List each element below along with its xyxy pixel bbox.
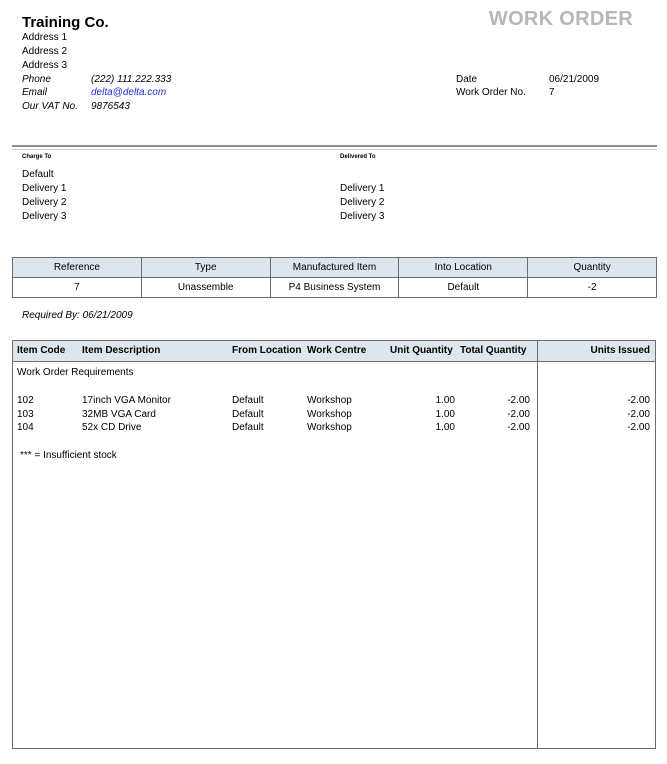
document-title: WORK ORDER: [488, 8, 633, 30]
phone-label: Phone: [22, 74, 51, 85]
charge-to-label: Charge To: [22, 154, 52, 160]
item-description: 17inch VGA Monitor: [82, 395, 171, 406]
from-location: Default: [232, 422, 264, 433]
col-item-code: Item Code: [17, 345, 66, 356]
delivered-to-label: Delivered To: [340, 154, 376, 160]
unit-quantity: 1.00: [435, 395, 455, 406]
vat-value: 9876543: [91, 101, 130, 112]
work-centre: Workshop: [307, 422, 352, 433]
order-no-value: 7: [549, 87, 555, 98]
col-manufactured-item: Manufactured Item: [270, 258, 399, 278]
delivered-to-line: Delivery 3: [340, 211, 385, 222]
item-code: 102: [17, 395, 34, 406]
delivered-to-line: Delivery 1: [340, 183, 385, 194]
from-location: Default: [232, 409, 264, 420]
reference-table: [12, 257, 657, 298]
header-divider-secondary: [12, 149, 657, 150]
charge-to-line: Delivery 2: [22, 197, 67, 208]
total-quantity: -2.00: [507, 422, 530, 433]
section-title: Work Order Requirements: [17, 367, 134, 378]
item-code: 103: [17, 409, 34, 420]
date-value: 06/21/2009: [549, 74, 600, 85]
item-code: 104: [17, 422, 34, 433]
charge-to-line: Default: [22, 169, 54, 180]
col-total-quantity: Total Quantity: [460, 345, 527, 356]
units-issued-divider: [537, 340, 538, 749]
into-location-value: Default: [399, 278, 528, 298]
col-type: Type: [141, 258, 270, 278]
charge-to-line: Delivery 1: [22, 183, 67, 194]
quantity-value: -2: [528, 278, 657, 298]
date-label: Date: [456, 74, 478, 85]
col-into-location: Into Location: [399, 258, 528, 278]
units-issued: -2.00: [627, 422, 650, 433]
col-quantity: Quantity: [528, 258, 657, 278]
col-from-location: From Location: [232, 345, 302, 356]
charge-to-line: Delivery 3: [22, 211, 67, 222]
col-work-centre: Work Centre: [307, 345, 367, 356]
email-link[interactable]: delta@delta.com: [91, 87, 167, 98]
item-description: 32MB VGA Card: [82, 409, 156, 420]
type-value: Unassemble: [141, 278, 270, 298]
col-reference: Reference: [13, 258, 142, 278]
col-unit-quantity: Unit Quantity: [390, 345, 453, 356]
col-units-issued: Units Issued: [590, 345, 650, 356]
phone-value: (222) 111.222.333: [91, 74, 172, 85]
delivered-to-line: Delivery 2: [340, 197, 385, 208]
item-description: 52x CD Drive: [82, 422, 142, 433]
col-item-description: Item Description: [82, 345, 161, 356]
unit-quantity: 1.00: [435, 422, 455, 433]
address-line-3: Address 3: [22, 60, 68, 71]
reference-value: 7: [13, 278, 142, 298]
work-centre: Workshop: [307, 395, 352, 406]
address-line-1: Address 1: [22, 32, 68, 43]
manufactured-item-value: P4 Business System: [270, 278, 399, 298]
total-quantity: -2.00: [507, 395, 530, 406]
work-centre: Workshop: [307, 409, 352, 420]
table-row: [13, 278, 657, 298]
units-issued: -2.00: [627, 395, 650, 406]
reference-table-header: [13, 258, 657, 278]
email-label: Email: [22, 87, 48, 98]
order-no-label: Work Order No.: [456, 87, 526, 98]
address-line-2: Address 2: [22, 46, 68, 57]
from-location: Default: [232, 395, 264, 406]
total-quantity: -2.00: [507, 409, 530, 420]
units-issued: -2.00: [627, 409, 650, 420]
company-name: Training Co.: [22, 14, 109, 31]
vat-label: Our VAT No.: [22, 101, 78, 112]
unit-quantity: 1.00: [435, 409, 455, 420]
insufficient-stock-note: *** = Insufficient stock: [20, 450, 117, 461]
header-divider: [12, 145, 657, 147]
required-by: Required By: 06/21/2009: [22, 310, 133, 321]
